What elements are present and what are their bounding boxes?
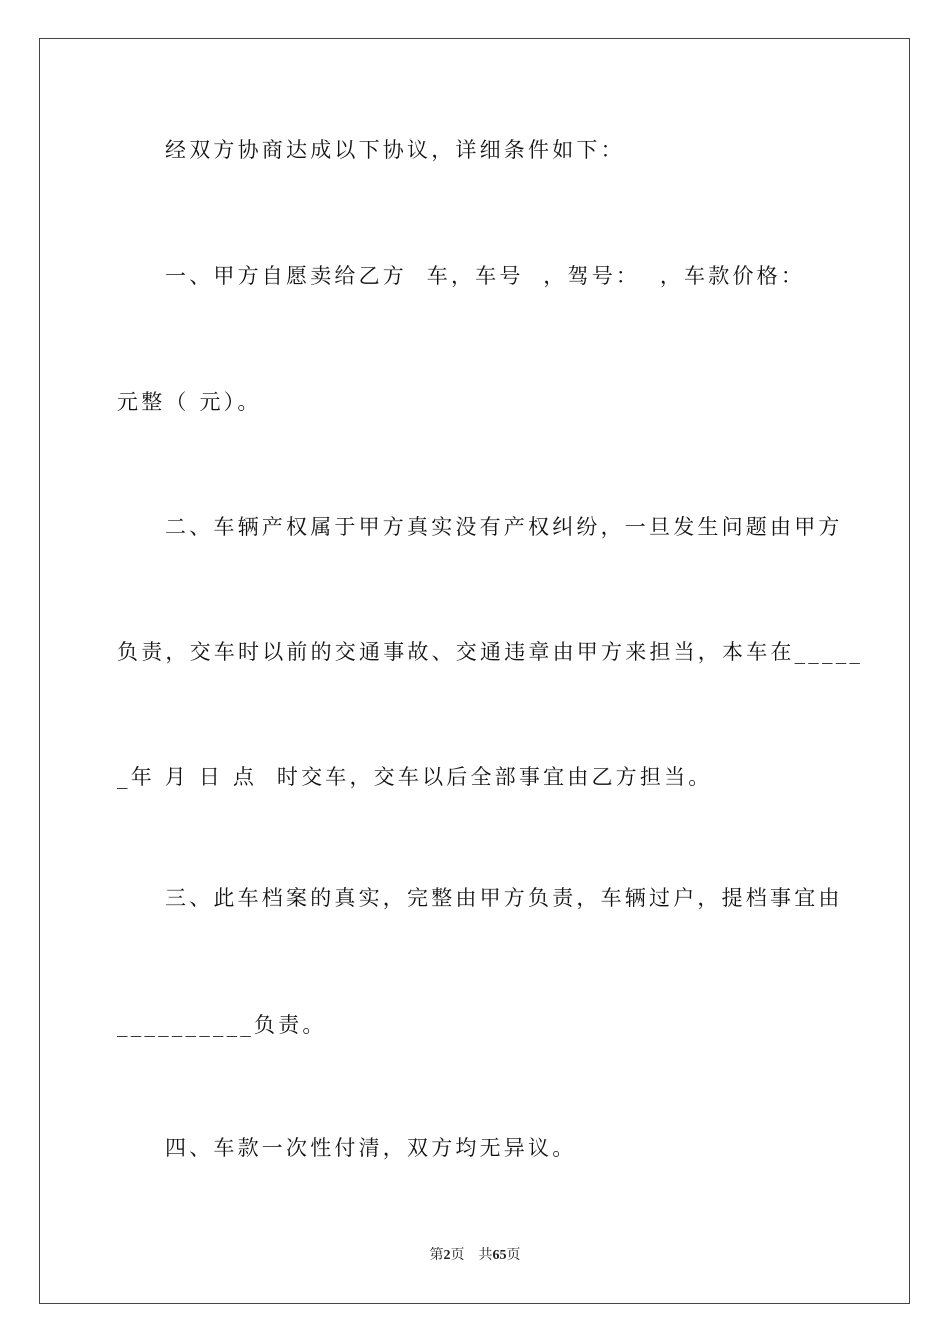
clause-four: 四、车款一次性付清，双方均无异议。 bbox=[165, 1136, 577, 1160]
clause-three-line-2: __________负责。 bbox=[117, 1013, 327, 1037]
footer-page-suffix: 页 bbox=[450, 1248, 465, 1263]
page-footer bbox=[0, 1247, 950, 1265]
clause-two-line-2: 负责，交车时以前的交通事故、交通违章由甲方来担当，本车在_____ bbox=[117, 640, 864, 664]
clause-three-line-1: 三、此车档案的真实，完整由甲方负责，车辆过户，提档事宜由 bbox=[165, 886, 843, 910]
clause-one-line-1: 一、甲方自愿卖给乙方 车，车号 ，驾号： ，车款价格： bbox=[165, 264, 806, 288]
clause-two-line-3: _年 月 日 点 时交车，交车以后全部事宜由乙方担当。 bbox=[117, 765, 713, 789]
footer-total-suffix: 页 bbox=[506, 1248, 521, 1263]
footer-page-number: 2 bbox=[443, 1248, 451, 1263]
clause-one-line-2: 元整（ 元）。 bbox=[117, 390, 262, 414]
footer-page-prefix: 第 bbox=[429, 1248, 444, 1263]
page-frame bbox=[39, 38, 910, 1304]
footer-total-pages: 65 bbox=[492, 1248, 507, 1263]
footer-total-prefix: 共 bbox=[478, 1248, 493, 1263]
paragraph-intro: 经双方协商达成以下协议，详细条件如下： bbox=[165, 138, 625, 162]
clause-two-line-1: 二、车辆产权属于甲方真实没有产权纠纷，一旦发生问题由甲方 bbox=[165, 515, 843, 539]
